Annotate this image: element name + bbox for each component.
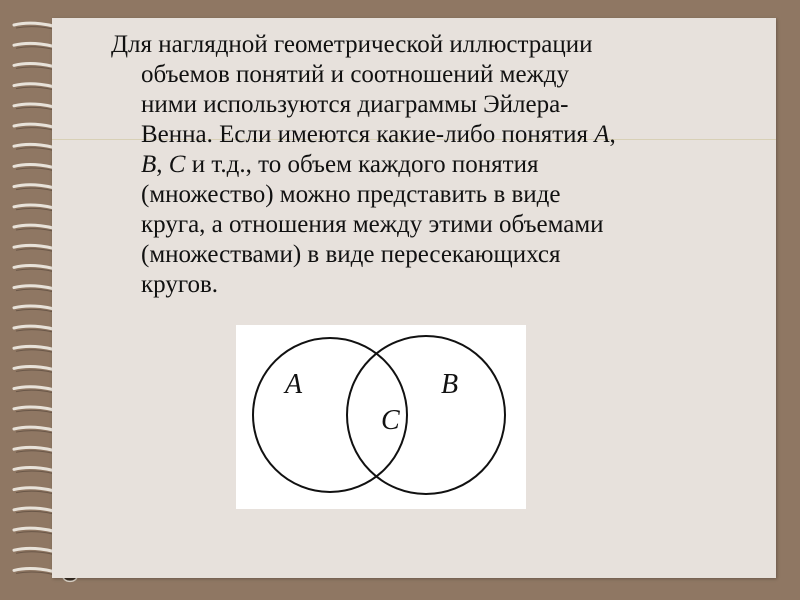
text-line-2: объемов понятий и соотношений между — [141, 61, 570, 88]
label-a: A — [285, 369, 303, 400]
comma-1: , — [609, 121, 616, 148]
text-line-5: и т.д., то объем каждого понятия — [185, 151, 539, 178]
variable-b: B — [141, 151, 157, 178]
label-c: C — [381, 405, 400, 436]
label-b: B — [441, 369, 459, 400]
venn-diagram — [236, 325, 526, 509]
text-line-1: Для наглядной геометрической иллюстрации — [111, 31, 593, 58]
text-line-8: (множествами) в виде пересекающихся — [141, 241, 561, 268]
text-line-7: круга, а отношения между этими объемами — [141, 211, 604, 238]
text-line-9: кругов. — [141, 271, 219, 298]
text-line-6: (множество) можно представить в виде — [141, 181, 561, 208]
variable-a: A — [594, 121, 610, 148]
body-paragraph — [111, 30, 761, 300]
circle-b — [347, 336, 505, 494]
comma-2: , — [156, 151, 169, 178]
text-line-4: Венна. Если имеются какие-либо понятия — [141, 121, 595, 148]
variable-c: C — [168, 151, 186, 178]
text-line-3: ними используются диаграммы Эйлера- — [141, 91, 569, 118]
